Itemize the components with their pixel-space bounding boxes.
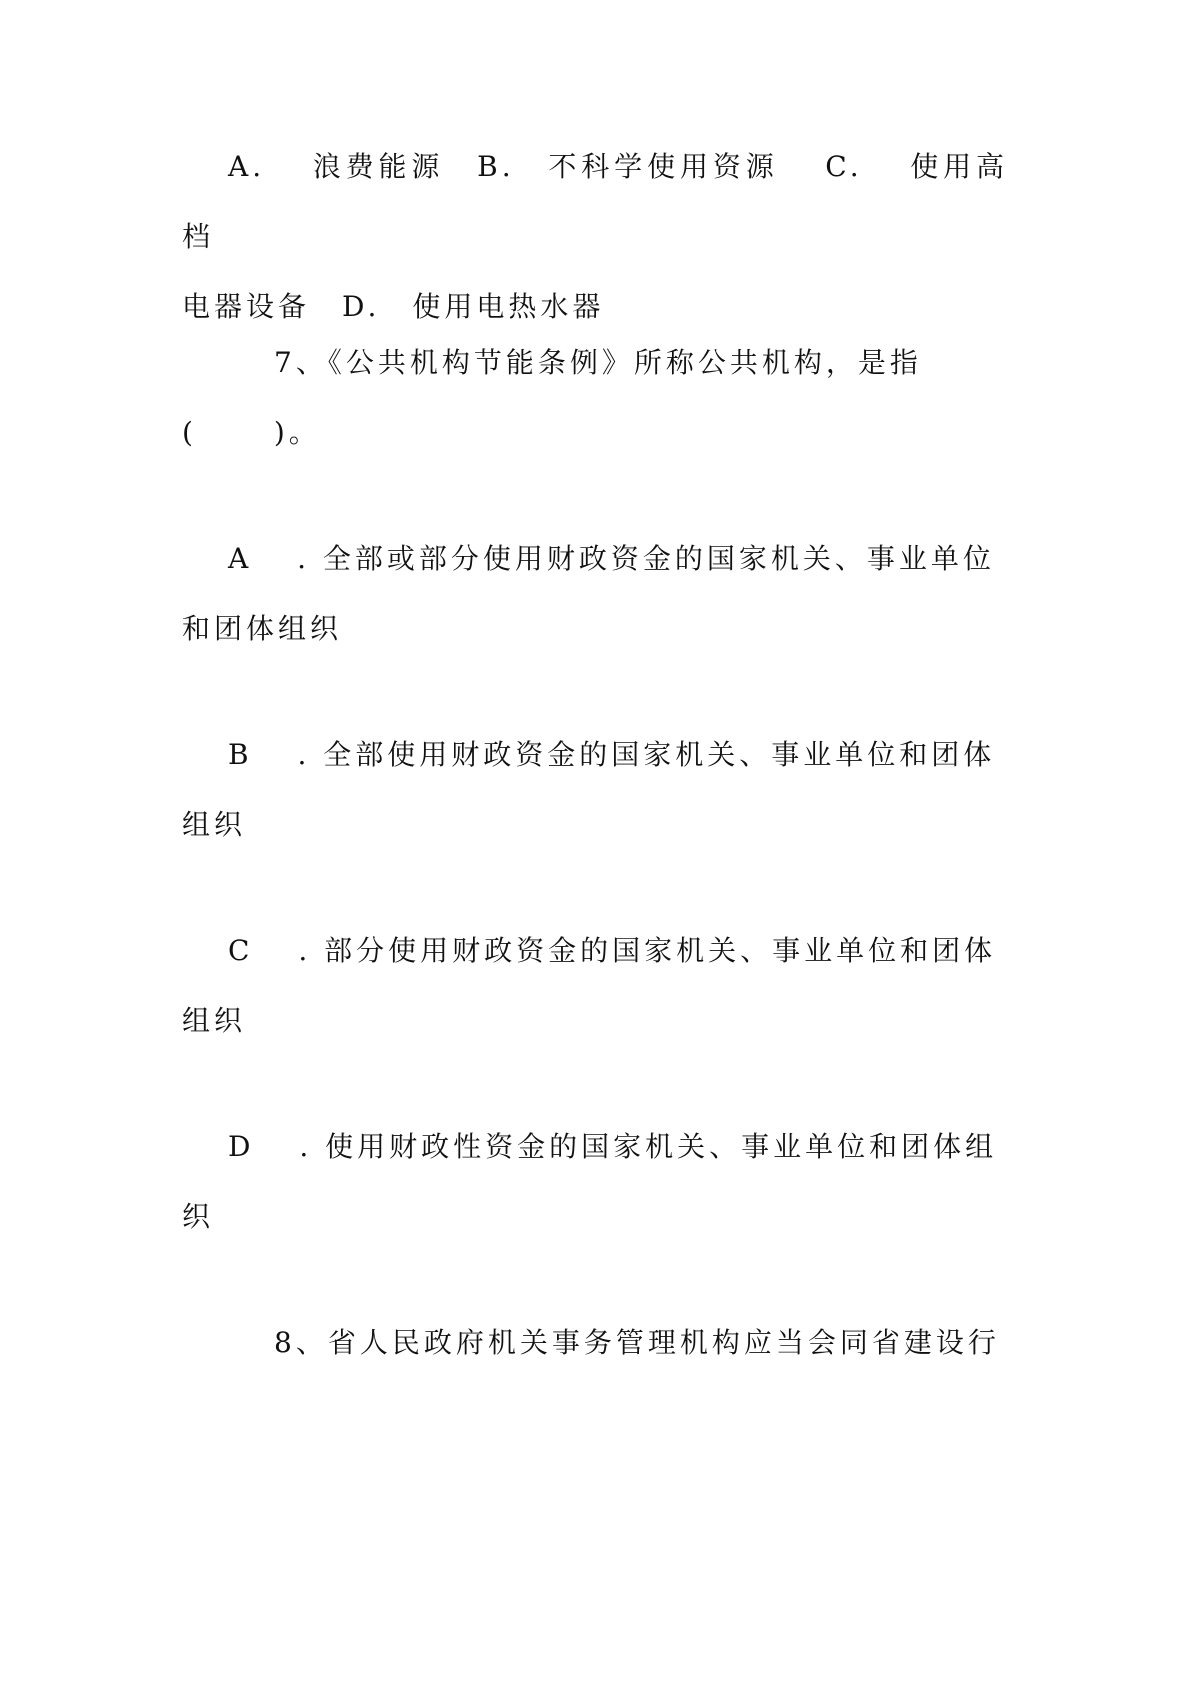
q7-option-d-line2: 织 xyxy=(182,1200,215,1233)
q7-option-c-line1: C . 部分使用财政资金的国家机关、事业单位和团体 xyxy=(228,934,997,967)
q7-option-b-line2: 组织 xyxy=(182,808,247,841)
q8-stem-line1: 8、省人民政府机关事务管理机构应当会同省建设行 xyxy=(274,1326,1000,1359)
q7-option-b-line1: B . 全部使用财政资金的国家机关、事业单位和团体 xyxy=(228,738,996,771)
q7-option-d xyxy=(182,1112,1008,1252)
q7-stem xyxy=(182,328,1008,468)
q7-option-c xyxy=(182,916,1008,1056)
q6-options-line2: 电器设备 D. 使用电热水器 xyxy=(182,290,605,323)
q7-option-c-line2: 组织 xyxy=(182,1004,247,1037)
q7-stem-line1: 7、《公共机构节能条例》所称公共机构，是指 xyxy=(274,346,922,379)
q7-option-a-line2: 和团体组织 xyxy=(182,612,343,645)
q6-options-line1: A. 浪费能源 B. 不科学使用资源 C. 使用高档 xyxy=(182,150,1008,253)
q6-options xyxy=(182,132,1008,342)
q7-option-a xyxy=(182,524,1008,664)
q7-stem-line2: ( )。 xyxy=(182,416,321,449)
q7-option-d-line1: D . 使用财政性资金的国家机关、事业单位和团体组 xyxy=(228,1130,998,1163)
q8-stem xyxy=(182,1308,1008,1378)
q7-option-a-line1: A . 全部或部分使用财政资金的国家机关、事业单位 xyxy=(228,542,995,575)
q7-option-b xyxy=(182,720,1008,860)
